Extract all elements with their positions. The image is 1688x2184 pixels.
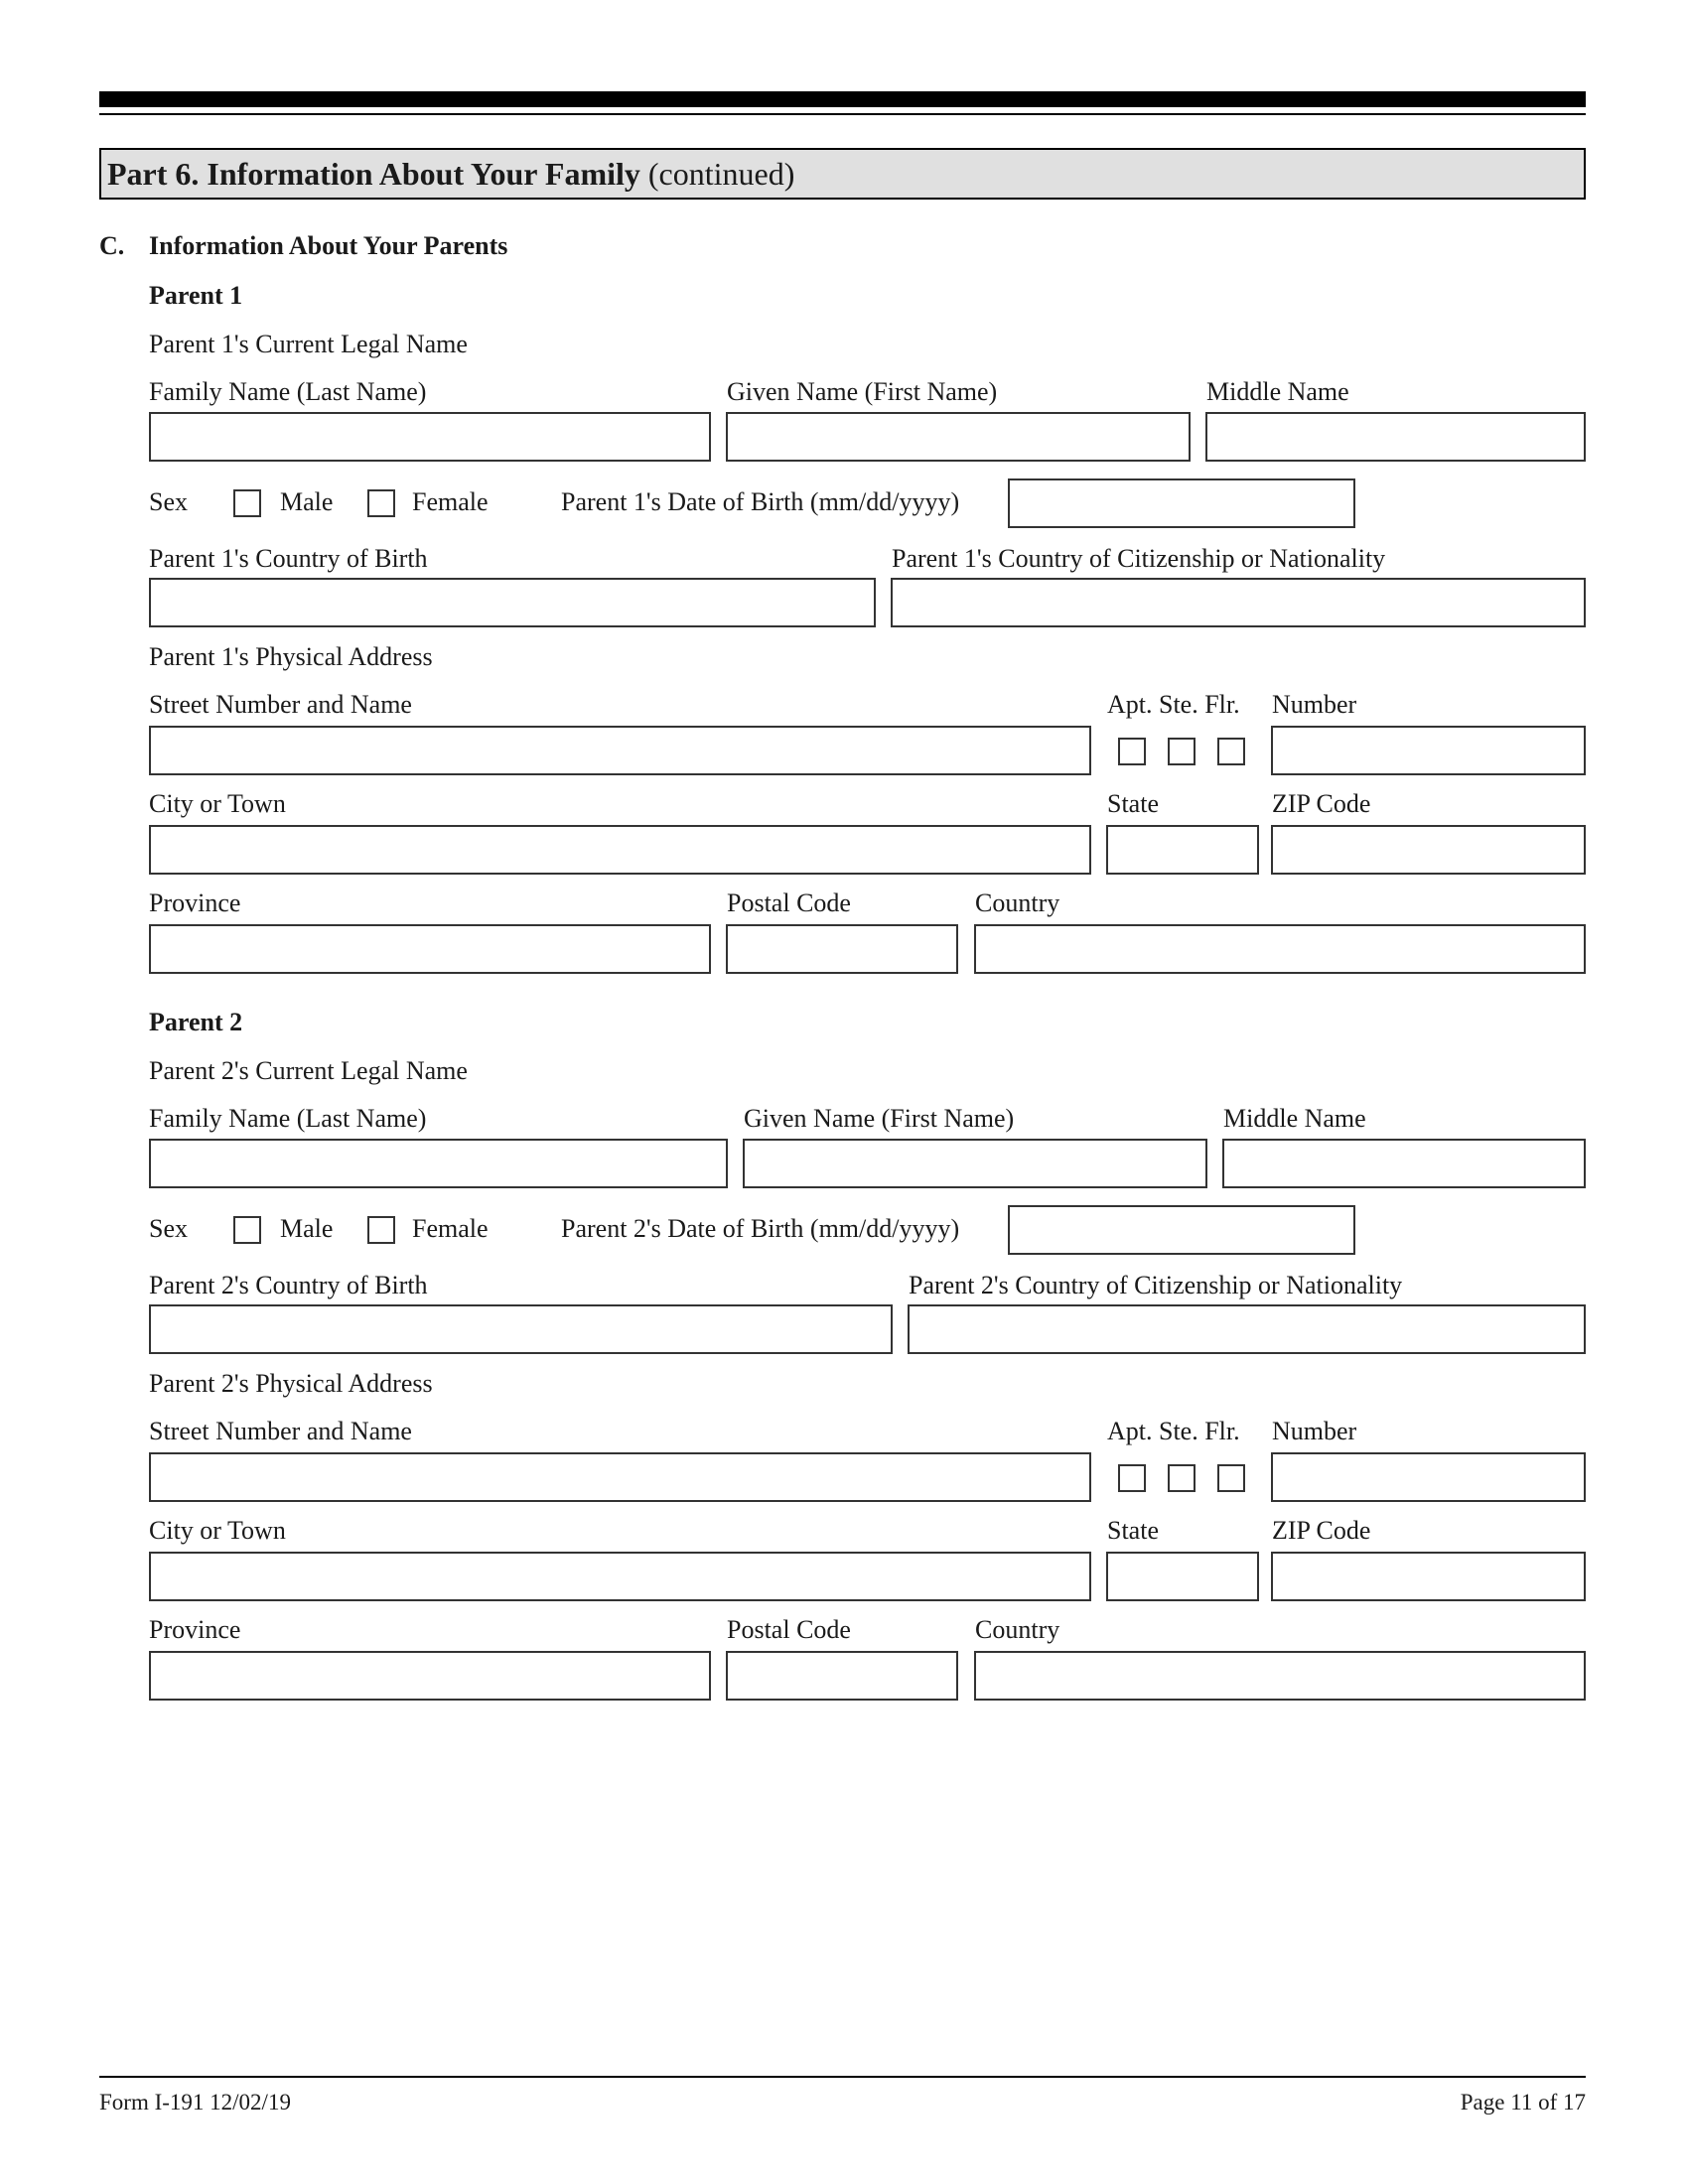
parent2-dob-field[interactable] (1008, 1205, 1355, 1255)
parent2-city-label: City or Town (149, 1516, 286, 1545)
parent2-postal-label: Postal Code (727, 1615, 851, 1644)
parent2-name-heading: Parent 2's Current Legal Name (149, 1056, 468, 1085)
parent2-male-label: Male (280, 1214, 334, 1243)
parent1-country-birth-label: Parent 1's Country of Birth (149, 544, 428, 573)
parent2-citizenship-label: Parent 2's Country of Citizenship or Nationality (909, 1271, 1403, 1299)
parent2-male-checkbox[interactable] (233, 1216, 261, 1244)
parent1-citizenship-field[interactable] (891, 578, 1586, 627)
parent2-state-field[interactable] (1106, 1552, 1259, 1601)
parent2-zip-label: ZIP Code (1272, 1516, 1371, 1545)
parent1-province-label: Province (149, 888, 241, 917)
parent2-street-label: Street Number and Name (149, 1417, 412, 1445)
parent2-number-label: Number (1272, 1417, 1357, 1445)
parent2-number-field[interactable] (1271, 1452, 1586, 1502)
parent2-female-label: Female (412, 1214, 489, 1243)
parent2-female-checkbox[interactable] (367, 1216, 395, 1244)
parent1-family-name-label: Family Name (Last Name) (149, 377, 427, 406)
footer-form-id: Form I-191 12/02/19 (99, 2090, 291, 2115)
parent2-citizenship-field[interactable] (908, 1304, 1586, 1354)
parent1-city-field[interactable] (149, 825, 1091, 875)
parent1-number-label: Number (1272, 690, 1357, 719)
parent1-dob-label: Parent 1's Date of Birth (mm/dd/yyyy) (561, 487, 960, 516)
parent2-country-label: Country (975, 1615, 1060, 1644)
parent1-middle-name-label: Middle Name (1206, 377, 1349, 406)
parent1-male-checkbox[interactable] (233, 489, 261, 517)
parent1-country-birth-field[interactable] (149, 578, 876, 627)
parent1-dob-field[interactable] (1008, 478, 1355, 528)
parent1-street-label: Street Number and Name (149, 690, 412, 719)
parent1-country-label: Country (975, 888, 1060, 917)
parent2-family-name-label: Family Name (Last Name) (149, 1104, 427, 1133)
top-thin-rule (99, 113, 1586, 115)
part-header (99, 148, 1586, 200)
parent2-middle-name-field[interactable] (1222, 1139, 1586, 1188)
parent2-middle-name-label: Middle Name (1223, 1104, 1366, 1133)
parent2-apt-checkbox[interactable] (1118, 1464, 1146, 1492)
parent1-male-label: Male (280, 487, 334, 516)
parent1-postal-label: Postal Code (727, 888, 851, 917)
parent2-province-field[interactable] (149, 1651, 711, 1701)
parent2-city-field[interactable] (149, 1552, 1091, 1601)
part-suffix: (continued) (647, 156, 795, 192)
parent2-dob-label: Parent 2's Date of Birth (mm/dd/yyyy) (561, 1214, 960, 1243)
parent2-given-name-field[interactable] (743, 1139, 1207, 1188)
parent1-country-field[interactable] (974, 924, 1586, 974)
parent1-ste-checkbox[interactable] (1168, 738, 1196, 765)
parent2-sex-label: Sex (149, 1214, 188, 1243)
parent2-address-heading: Parent 2's Physical Address (149, 1369, 433, 1398)
parent2-flr-checkbox[interactable] (1217, 1464, 1245, 1492)
parent1-state-label: State (1107, 789, 1159, 818)
parent2-country-birth-label: Parent 2's Country of Birth (149, 1271, 428, 1299)
parent2-family-name-field[interactable] (149, 1139, 728, 1188)
parent1-address-heading: Parent 1's Physical Address (149, 642, 433, 671)
parent1-number-field[interactable] (1271, 726, 1586, 775)
parent2-ste-checkbox[interactable] (1168, 1464, 1196, 1492)
parent1-heading: Parent 1 (149, 281, 243, 310)
parent1-province-field[interactable] (149, 924, 711, 974)
parent2-apt-label: Apt. Ste. Flr. (1107, 1417, 1240, 1445)
parent2-street-field[interactable] (149, 1452, 1091, 1502)
parent1-flr-checkbox[interactable] (1217, 738, 1245, 765)
parent1-state-field[interactable] (1106, 825, 1259, 875)
parent1-zip-label: ZIP Code (1272, 789, 1371, 818)
parent1-female-label: Female (412, 487, 489, 516)
parent1-zip-field[interactable] (1271, 825, 1586, 875)
parent1-given-name-label: Given Name (First Name) (727, 377, 998, 406)
parent1-street-field[interactable] (149, 726, 1091, 775)
parent1-citizenship-label: Parent 1's Country of Citizenship or Nationality (892, 544, 1386, 573)
parent2-given-name-label: Given Name (First Name) (744, 1104, 1015, 1133)
parent1-name-heading: Parent 1's Current Legal Name (149, 330, 468, 358)
parent2-state-label: State (1107, 1516, 1159, 1545)
section-letter: C. (99, 231, 125, 260)
parent1-given-name-field[interactable] (726, 412, 1191, 462)
parent1-family-name-field[interactable] (149, 412, 711, 462)
parent2-zip-field[interactable] (1271, 1552, 1586, 1601)
parent2-province-label: Province (149, 1615, 241, 1644)
parent1-middle-name-field[interactable] (1205, 412, 1586, 462)
parent2-heading: Parent 2 (149, 1008, 243, 1036)
parent1-city-label: City or Town (149, 789, 286, 818)
parent1-female-checkbox[interactable] (367, 489, 395, 517)
footer-page-number: Page 11 of 17 (1460, 2090, 1586, 2115)
part-title: Part 6. Information About Your Family (107, 156, 640, 192)
footer-rule (99, 2076, 1586, 2078)
parent2-country-field[interactable] (974, 1651, 1586, 1701)
parent1-apt-label: Apt. Ste. Flr. (1107, 690, 1240, 719)
top-thick-rule (99, 91, 1586, 107)
parent2-country-birth-field[interactable] (149, 1304, 893, 1354)
section-title: Information About Your Parents (149, 231, 508, 260)
parent2-postal-field[interactable] (726, 1651, 958, 1701)
parent1-sex-label: Sex (149, 487, 188, 516)
parent1-postal-field[interactable] (726, 924, 958, 974)
parent1-apt-checkbox[interactable] (1118, 738, 1146, 765)
